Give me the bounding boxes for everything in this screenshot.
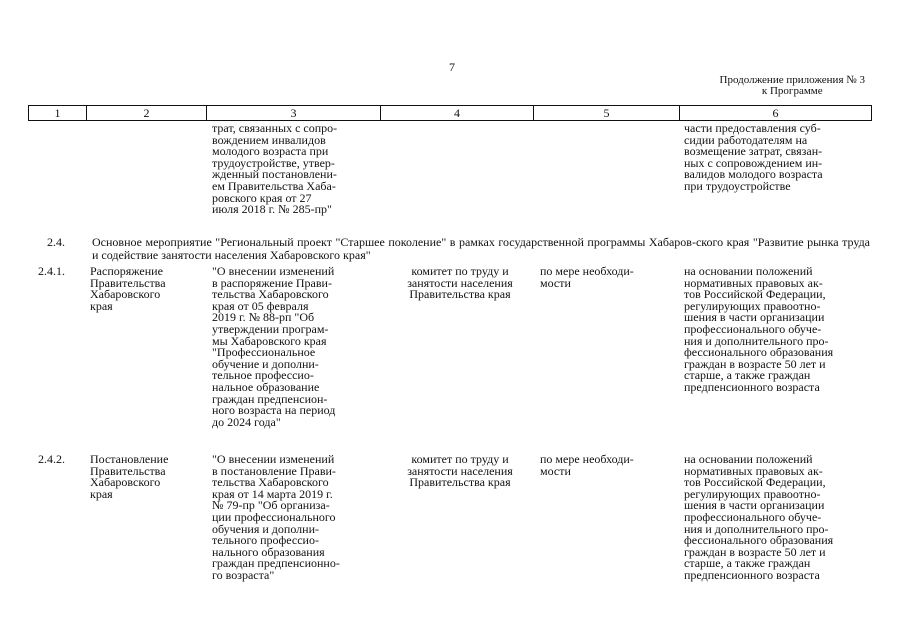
section-title: Основное мероприятие "Региональный проект "Старшее поколение" в рамках государственной программы Хабаров-ского края "Развитие рынка труда и содействие занятости населения Хабаровского края"	[92, 235, 870, 262]
row-number: 2.4.1.	[38, 264, 65, 278]
column-header: 4	[381, 106, 534, 121]
section-number: 2.4.	[47, 235, 65, 249]
continuation-note: Продолжение приложения № 3 к Программе	[719, 74, 865, 97]
executor: комитет по труду и занятости населения Правительства края	[407, 452, 513, 490]
executor: комитет по труду и занятости населения Правительства края	[407, 264, 513, 302]
term: по мере необходи- мости	[540, 452, 634, 478]
column-header-table	[28, 105, 872, 121]
document-name: "О внесении изменений в постановление Прави- тельства Хабаровского края от 14 марта 2019 г. № 79-пр "Об организа- ции профессионального обучения и дополни- тельного профессио- нального образования граждан предпенсионно- го возраста"	[212, 452, 340, 582]
column-header: 1	[29, 106, 87, 121]
column-header: 6	[680, 106, 872, 121]
basis: на основании положений нормативных правовых ак- тов Российской Федерации, регулирующих правоотно- шения в части организации профессионального обуче- ния и дополнительного про- фессионального образования граждан в возрасте 50 лет и старше, а также граждан предпенсионного возраста	[684, 452, 834, 582]
carry-basis: части предоставления суб- сидии работодателям на возмещение затрат, связан- ных с сопровождением ин- валидов молодого возраста при трудоустройстве	[684, 121, 823, 193]
column-header-row	[29, 106, 872, 121]
column-header: 3	[207, 106, 381, 121]
carry-document-name: трат, связанных с сопро- вождением инвалидов молодого возраста при трудоустройстве, утвер- жденный постановлени- ем Правительства Хаба- ровского края от 27 июля 2018 г. № 285-пр"	[212, 121, 338, 217]
document-type: Распоряжение Правительства Хабаровского края	[90, 264, 166, 313]
term: по мере необходи- мости	[540, 264, 634, 290]
document-name: "О внесении изменений в распоряжение Прави- тельства Хабаровского края от 05 февраля 2019 г. № 88-рп "Об утверждении програм- мы Хабаровского края "Профессиональное обучение и дополни- тельное профессио- нальное образование граждан предпенсион- ного возраста на период до 2024 года"	[212, 264, 336, 429]
column-header: 5	[534, 106, 680, 121]
basis: на основании положений нормативных правовых ак- тов Российской Федерации, регулирующих правоотно- шения в части организации профессионального обуче- ния и дополнительного про- фессионального образования граждан в возрасте 50 лет и старше, а также граждан предпенсионного возраста	[684, 264, 834, 394]
page-number: 7	[449, 60, 455, 74]
column-header: 2	[87, 106, 207, 121]
document-type: Постановление Правительства Хабаровского края	[90, 452, 169, 501]
row-number: 2.4.2.	[38, 452, 65, 466]
